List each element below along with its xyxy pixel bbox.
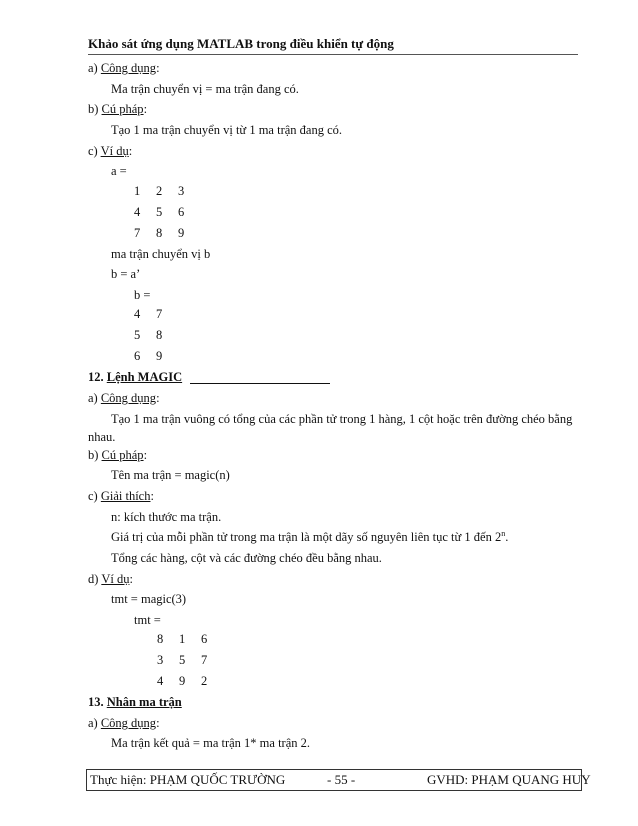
page-footer <box>86 769 591 791</box>
magic-a-heading <box>88 390 160 406</box>
matrix-cell: 1 <box>134 184 141 198</box>
text: Giá trị của mỗi phần tử trong ma trận là một dãy số nguyên liên tục từ 1 đến 2 <box>111 530 502 544</box>
matrix-cell: 9 <box>156 349 163 363</box>
matrix-cell: 6 <box>201 632 208 646</box>
heading-giai-thich: Giải thích <box>100 489 151 503</box>
transpose-a-heading <box>88 60 160 76</box>
matrix-cell: 7 <box>201 653 208 667</box>
heading-vi-du: Ví dụ <box>100 144 129 158</box>
footer-page-number: - 55 - <box>327 772 356 787</box>
section-13-heading <box>88 694 182 710</box>
heading-vi-du: Ví dụ <box>101 572 130 586</box>
magic-a-text-2: nhau. <box>88 430 116 444</box>
matrix-tmt-label: tmt = <box>134 613 161 627</box>
matrix-cell: 3 <box>157 653 164 667</box>
heading-cu-phap: Cú pháp <box>101 102 144 116</box>
matrix-cell: 8 <box>156 226 163 240</box>
footer-advisor: GVHD: PHẠM QUANG HUY <box>427 772 591 787</box>
magic-c-text-1: n: kích thước ma trận. <box>111 510 222 524</box>
transpose-b-text: Tạo 1 ma trận chuyển vị từ 1 ma trận đang có. <box>111 123 343 137</box>
section-title: Nhân ma trận <box>106 695 182 709</box>
multiply-a-text: Ma trận kết quả = ma trận 1* ma trận 2. <box>111 736 310 750</box>
section-number: 12. <box>88 370 104 384</box>
header-title: Khảo sát ứng dụng MATLAB trong điều khiển tự động <box>88 36 394 51</box>
section-number: 13. <box>88 695 104 709</box>
footer-author: Thực hiện: PHẠM QUỐC TRƯỜNG <box>90 772 286 787</box>
period: . <box>505 530 509 544</box>
matrix-cell: 5 <box>179 653 186 667</box>
transpose-c-heading <box>88 143 132 159</box>
heading-cong-dung: Công dụng <box>100 391 157 405</box>
colon: : <box>150 489 154 503</box>
colon: : <box>143 102 148 116</box>
magic-a-text-1: Tạo 1 ma trận vuông có tổng của các phần tử trong 1 hàng, 1 cột hoặc trên đường chéo bằng <box>111 412 573 426</box>
magic-c-text-2 <box>111 529 508 545</box>
matrix-cell: 6 <box>178 205 185 219</box>
matrix-cell: 5 <box>156 205 163 219</box>
matrix-cell: 6 <box>134 349 141 363</box>
matrix-cell: 4 <box>134 307 141 321</box>
label-c: c) <box>88 489 98 503</box>
matrix-cell: 8 <box>156 328 163 342</box>
matrix-cell: 1 <box>179 632 186 646</box>
colon: : <box>128 144 133 158</box>
magic-d-heading <box>88 571 133 587</box>
matrix-cell: 9 <box>178 226 185 240</box>
label-d: d) <box>88 572 99 586</box>
magic-b-heading <box>88 447 147 463</box>
transpose-a-text: Ma trận chuyển vị = ma trận đang có. <box>111 82 299 96</box>
matrix-b-label: b = <box>134 288 151 302</box>
label-a: a) <box>88 716 98 730</box>
superscript: n <box>501 528 506 538</box>
matrix-cell: 4 <box>157 674 164 688</box>
transpose-command: b = a’ <box>111 267 141 281</box>
heading-cu-phap: Cú pháp <box>101 448 144 462</box>
matrix-cell: 2 <box>156 184 163 198</box>
colon: : <box>156 716 160 730</box>
matrix-cell: 4 <box>134 205 141 219</box>
label-c: c) <box>88 144 98 158</box>
magic-command: tmt = magic(3) <box>111 592 187 606</box>
colon: : <box>156 61 160 75</box>
label-a: a) <box>88 391 98 405</box>
colon: : <box>143 448 148 462</box>
section-underline <box>190 383 330 384</box>
label-a: a) <box>88 61 98 75</box>
matrix-cell: 5 <box>134 328 141 342</box>
section-title: Lệnh MAGIC <box>106 370 183 384</box>
heading-cong-dung: Công dụng <box>100 716 157 730</box>
matrix-cell: 3 <box>178 184 185 198</box>
section-12-heading <box>88 369 182 385</box>
label-b: b) <box>88 448 99 462</box>
transpose-b-heading <box>88 101 147 117</box>
matrix-cell: 7 <box>134 226 141 240</box>
matrix-cell: 7 <box>156 307 163 321</box>
magic-b-text: Tên ma trận = magic(n) <box>111 468 230 482</box>
magic-c-heading <box>88 488 154 504</box>
page-header <box>88 36 578 55</box>
heading-cong-dung: Công dụng <box>100 61 157 75</box>
transpose-note: ma trận chuyển vị b <box>111 247 211 261</box>
matrix-a-label: a = <box>111 164 127 178</box>
label-b: b) <box>88 102 99 116</box>
colon: : <box>156 391 160 405</box>
matrix-cell: 8 <box>157 632 164 646</box>
colon: : <box>129 572 133 586</box>
matrix-cell: 9 <box>179 674 186 688</box>
multiply-a-heading <box>88 715 160 731</box>
matrix-cell: 2 <box>201 674 208 688</box>
magic-c-text-3: Tổng các hàng, cột và các đường chéo đều bằng nhau. <box>111 551 382 565</box>
